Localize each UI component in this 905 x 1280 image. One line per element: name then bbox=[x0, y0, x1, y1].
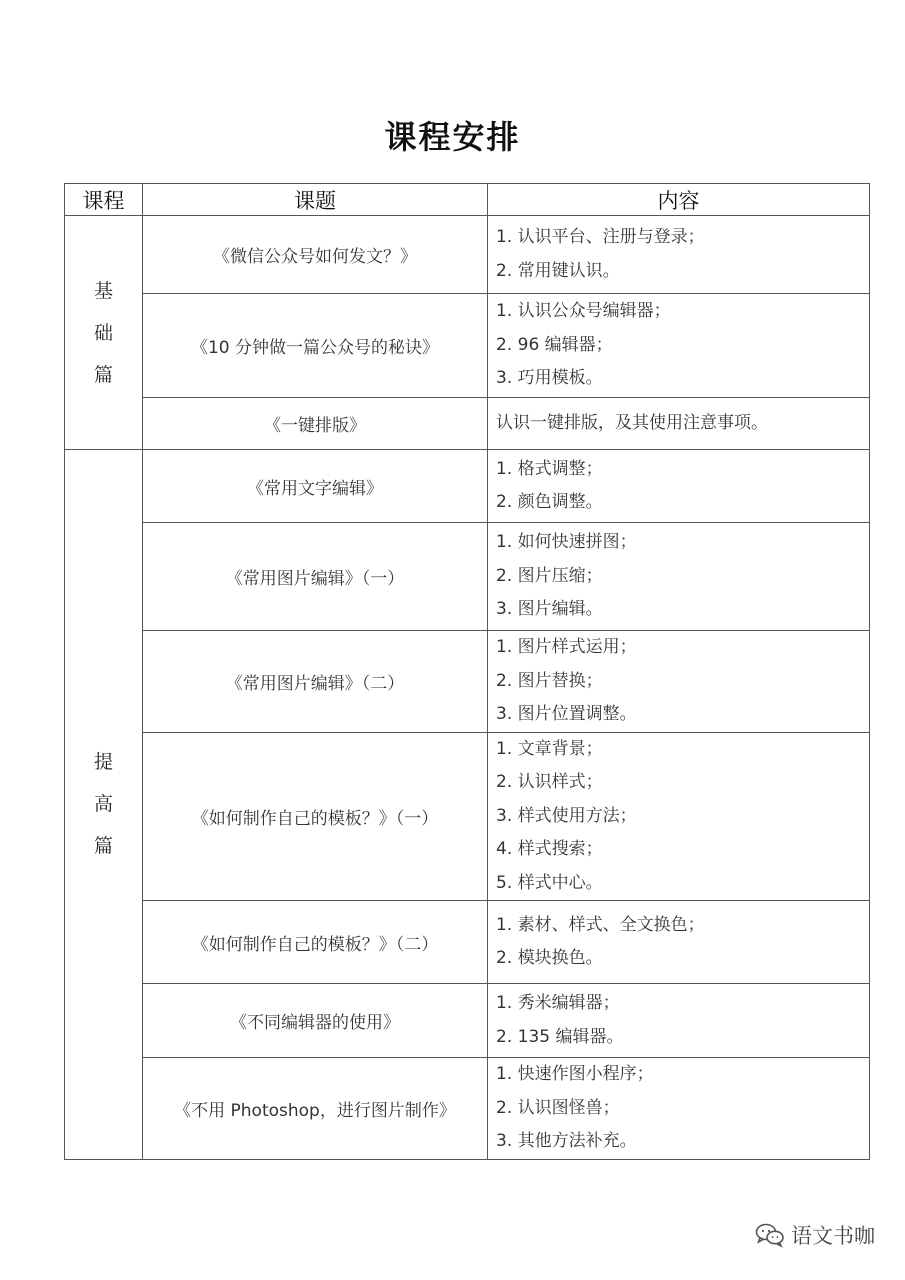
schedule-table bbox=[64, 183, 870, 1160]
table-row bbox=[65, 984, 870, 1058]
content-cell bbox=[488, 523, 870, 631]
category-cell bbox=[65, 450, 143, 1160]
content-item: 5. 样式中心。 bbox=[496, 872, 603, 893]
content-item: 1. 格式调整； bbox=[496, 458, 603, 479]
topic-cell: 《10 分钟做一篇公众号的秘诀》 bbox=[143, 294, 488, 398]
topic-cell: 《微信公众号如何发文？》 bbox=[143, 216, 488, 294]
content-cell bbox=[488, 984, 870, 1058]
content-item: 3. 其他方法补充。 bbox=[496, 1131, 637, 1151]
category-char: 高 bbox=[93, 793, 113, 816]
content-item: 2. 图片替换； bbox=[496, 670, 603, 691]
header-topic: 课题 bbox=[143, 184, 488, 216]
content-item: 3. 图片位置调整。 bbox=[496, 704, 637, 724]
table-row bbox=[65, 901, 870, 984]
watermark bbox=[755, 1220, 875, 1250]
category-char: 基 bbox=[93, 279, 113, 302]
content-item: 1. 认识平台、注册与登录； bbox=[496, 227, 705, 247]
category-char: 篇 bbox=[93, 363, 113, 386]
topic-cell: 《常用图片编辑》（一） bbox=[143, 523, 488, 631]
content-cell bbox=[488, 294, 870, 398]
watermark-text: 语文书咖 bbox=[791, 1224, 875, 1248]
content-item: 2. 常用键认识。 bbox=[496, 260, 620, 281]
table-row bbox=[65, 1058, 870, 1160]
table-row bbox=[65, 732, 870, 901]
content-cell bbox=[488, 398, 870, 450]
category-char: 提 bbox=[93, 751, 113, 774]
content-item: 1. 文章背景； bbox=[496, 738, 603, 759]
topic-cell: 《如何制作自己的模板？》（二） bbox=[143, 901, 488, 984]
header-course: 课程 bbox=[65, 184, 143, 216]
content-item: 2. 图片压缩； bbox=[496, 565, 603, 586]
content-item: 2. 认识图怪兽； bbox=[496, 1097, 620, 1118]
content-item: 1. 素材、样式、全文换色； bbox=[496, 914, 705, 935]
category-cell bbox=[65, 216, 143, 450]
table-row bbox=[65, 450, 870, 523]
content-cell bbox=[488, 732, 870, 901]
content-cell bbox=[488, 631, 870, 733]
topic-cell: 《一键排版》 bbox=[143, 398, 488, 450]
topic-cell: 《不用 Photoshop，进行图片制作》 bbox=[143, 1058, 488, 1160]
category-char: 篇 bbox=[93, 835, 113, 858]
header-content: 内容 bbox=[488, 184, 870, 216]
table-row bbox=[65, 523, 870, 631]
content-item: 1. 认识公众号编辑器； bbox=[496, 301, 671, 322]
content-item: 3. 样式使用方法； bbox=[496, 805, 637, 826]
content-item: 1. 秀米编辑器； bbox=[496, 993, 620, 1013]
topic-cell: 《常用文字编辑》 bbox=[143, 450, 488, 523]
content-item: 2. 认识样式； bbox=[496, 772, 603, 792]
content-item: 2. 模块换色。 bbox=[496, 948, 603, 968]
table-row bbox=[65, 631, 870, 733]
content-item: 认识一键排版，及其使用注意事项。 bbox=[496, 412, 768, 433]
content-item: 3. 图片编辑。 bbox=[496, 599, 603, 620]
content-item: 1. 快速作图小程序； bbox=[496, 1064, 654, 1084]
content-item: 2. 颜色调整。 bbox=[496, 492, 603, 512]
header-row bbox=[65, 184, 870, 216]
content-item: 1. 如何快速拼图； bbox=[496, 532, 637, 553]
topic-cell: 《常用图片编辑》（二） bbox=[143, 631, 488, 733]
content-item: 1. 图片样式运用； bbox=[496, 637, 637, 657]
content-item: 2. 96 编辑器； bbox=[496, 334, 613, 355]
content-item: 4. 样式搜索； bbox=[496, 839, 603, 859]
wechat-icon bbox=[755, 1222, 785, 1248]
content-item: 3. 巧用模板。 bbox=[496, 368, 603, 389]
table-row bbox=[65, 398, 870, 450]
table-row bbox=[65, 216, 870, 294]
table-row bbox=[65, 294, 870, 398]
category-char: 础 bbox=[93, 321, 113, 344]
content-cell bbox=[488, 216, 870, 294]
content-cell bbox=[488, 1058, 870, 1160]
topic-cell: 《如何制作自己的模板？》（一） bbox=[143, 732, 488, 901]
content-cell bbox=[488, 901, 870, 984]
content-item: 2. 135 编辑器。 bbox=[496, 1026, 624, 1047]
page-title: 课程安排 bbox=[384, 118, 521, 156]
topic-cell: 《不同编辑器的使用》 bbox=[143, 984, 488, 1058]
content-cell bbox=[488, 450, 870, 523]
